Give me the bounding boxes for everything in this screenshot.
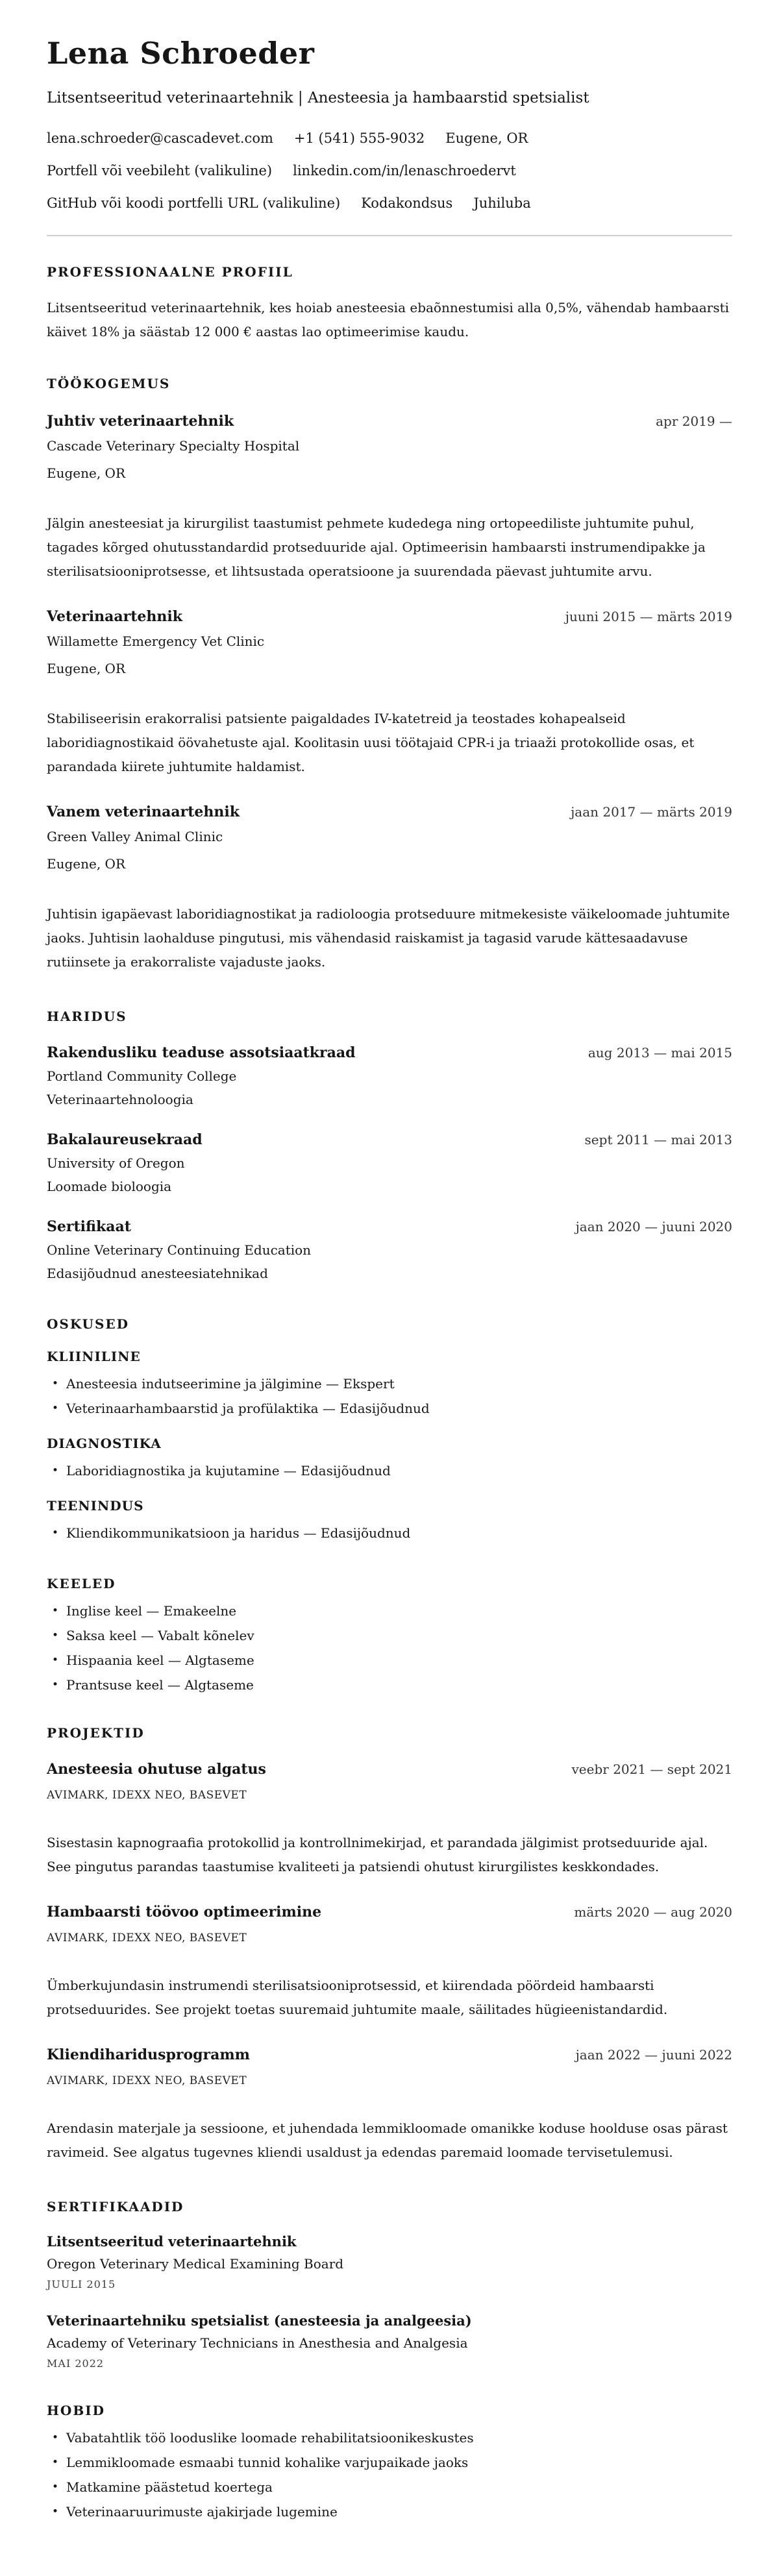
job-dates: apr 2019 — xyxy=(656,413,732,429)
contact-phone: +1 (541) 555-9032 xyxy=(293,130,425,146)
language-item: • Hispaania keel — Algtaseme xyxy=(66,1652,732,1669)
hobbies-list xyxy=(47,2429,732,2520)
job-location: Eugene, OR xyxy=(47,856,126,872)
job-company: Cascade Veterinary Specialty Hospital xyxy=(47,438,300,454)
education-entry xyxy=(47,1043,732,1108)
hobby-item: • Vabatahtlik töö looduslike loomade rehabilitatsioonikeskustes xyxy=(66,2429,732,2446)
project-description: Ümberkujundasin instrumendi sterilisatsiooniprotsessid, et kiirendada pöördeid hambaarsti protseduurides. See projekt toetas suuremaid juhtumite maale, säilitades hügieenistandardid. xyxy=(47,1978,668,2017)
portfolio-label: Portfell või veebileht (valikuline) xyxy=(47,163,273,178)
language-item: • Saksa keel — Vabalt kõnelev xyxy=(66,1627,732,1644)
education-dates: jaan 2020 — juuni 2020 xyxy=(575,1219,732,1234)
school-name: University of Oregon xyxy=(47,1155,185,1171)
school-name: Online Veterinary Continuing Education xyxy=(47,1242,312,1258)
profile-summary: Litsentseeritud veterinaartehnik, kes hoiab anesteesia ebaõnnestumisi alla 0,5%, vähendab hambaarsti käivet 18% ja säästab 12 000 € aastas lao optimeerimise kaudu. xyxy=(47,300,730,339)
job-company: Green Valley Animal Clinic xyxy=(47,829,223,844)
field-of-study: Edasijõudnud anesteesiatehnikad xyxy=(47,1266,268,1281)
project-dates: jaan 2022 — juuni 2022 xyxy=(575,2047,732,2063)
contact-row-primary xyxy=(47,130,732,147)
job-dates: juuni 2015 — märts 2019 xyxy=(565,609,732,624)
degree-title: Bakalaureusekraad xyxy=(47,1131,203,1148)
contact-location: Eugene, OR xyxy=(445,130,528,146)
skills-group xyxy=(47,1435,732,1479)
project-dates: märts 2020 — aug 2020 xyxy=(574,1904,732,1920)
project-title: Hambaarsti töövoo optimeerimine xyxy=(47,1904,322,1920)
linkedin-url: linkedin.com/in/lenaschroedervt xyxy=(293,163,516,178)
job-entry xyxy=(47,607,732,779)
certification-name: Litsentseeritud veterinaartehnik xyxy=(47,2233,297,2250)
skills-group-title: DIAGNOSTIKA xyxy=(47,1436,162,1451)
languages-list xyxy=(47,1602,732,1693)
job-description: Jälgin anesteesiat ja kirurgilist taastumist pehmete kudedega ning ortopeediliste juhtumite puhul, tagades kõrged ohutusstandardid protseduuride ajal. Optimeerisin hambaarsti instrumendipakke ja sterilisatsiooniprotsesse, et lihtsustada operatsioone ja suurendada päevast juhtumite arvu. xyxy=(47,515,706,579)
project-tools: AVIMARK, IDEXX NEO, BASEVET xyxy=(47,2074,247,2087)
project-dates: veebr 2021 — sept 2021 xyxy=(571,1761,732,1777)
header-divider xyxy=(47,235,732,236)
section-heading-education: HARIDUS xyxy=(47,1009,127,1024)
hobby-item: • Veterinaaruurimuste ajakirjade lugemine xyxy=(66,2503,732,2520)
job-location: Eugene, OR xyxy=(47,465,126,481)
skill-item: • Kliendikommunikatsioon ja haridus — Edasijõudnud xyxy=(66,1525,732,1541)
contact-row-misc xyxy=(47,195,732,212)
certification-entry xyxy=(47,2232,732,2292)
certification-date: MAI 2022 xyxy=(47,2357,105,2370)
school-name: Portland Community College xyxy=(47,1068,237,1084)
education-entry xyxy=(47,1217,732,1282)
project-description: Sisestasin kapnograafia protokollid ja kontrollnimekirjad, et parandada jälgimist protseduuride ajal. See pingutus parandas taastumise kvaliteeti ja patsiendi ohutust kirurgilistes keskkondades. xyxy=(47,1835,708,1874)
education-dates: aug 2013 — mai 2015 xyxy=(587,1045,732,1061)
certification-entry xyxy=(47,2311,732,2371)
field-of-study: Veterinaartehnoloogia xyxy=(47,1092,193,1107)
section-heading-experience: TÖÖKOGEMUS xyxy=(47,376,171,391)
certification-issuer: Academy of Veterinary Technicians in Anesthesia and Analgesia xyxy=(47,2335,468,2351)
skills-group-title: TEENINDUS xyxy=(47,1498,144,1514)
citizenship-label: Kodakondsus xyxy=(361,195,453,211)
project-tools: AVIMARK, IDEXX NEO, BASEVET xyxy=(47,1789,247,1802)
job-location: Eugene, OR xyxy=(47,661,126,676)
education-dates: sept 2011 — mai 2013 xyxy=(584,1132,732,1147)
github-label: GitHub või koodi portfelli URL (valikuline) xyxy=(47,195,341,211)
job-title: Vanem veterinaartehnik xyxy=(47,803,240,820)
job-entry xyxy=(47,411,732,583)
hobby-item: • Lemmikloomade esmaabi tunnid kohalike varjupaikade jaoks xyxy=(66,2454,732,2471)
language-item: • Inglise keel — Emakeelne xyxy=(66,1602,732,1619)
section-heading-profile: PROFESSIONAALNE PROFIIL xyxy=(47,264,293,280)
job-title: Juhtiv veterinaartehnik xyxy=(47,413,234,430)
skill-item: • Veterinaarhambaarstid ja profülaktika — Edasijõudnud xyxy=(66,1400,732,1417)
certification-date: JUULI 2015 xyxy=(47,2278,116,2290)
section-heading-languages: KEELED xyxy=(47,1576,116,1591)
drivers-license-label: Juhiluba xyxy=(473,195,531,211)
person-name: Lena Schroeder xyxy=(47,36,315,71)
certification-issuer: Oregon Veterinary Medical Examining Board xyxy=(47,2256,344,2272)
project-entry xyxy=(47,1760,732,1879)
hobby-item: • Matkamine päästetud koertega xyxy=(66,2479,732,2496)
contact-row-links xyxy=(47,162,732,179)
project-description: Arendasin materjale ja sessioone, et juhendada lemmikloomade omanikke koduse hoolduse osas pärast ravimeid. See algatus tugevnes kliendi usaldust ja edendas paremaid loomade tervisetulemusi. xyxy=(47,2120,728,2160)
job-entry xyxy=(47,802,732,974)
skills-group-title: KLIINILINE xyxy=(47,1349,141,1364)
project-title: Kliendiharidusprogramm xyxy=(47,2046,250,2063)
degree-title: Sertifikaat xyxy=(47,1218,131,1235)
education-entry xyxy=(47,1130,732,1195)
contact-email: lena.schroeder@cascadevet.com xyxy=(47,130,273,146)
section-heading-certifications: SERTIFIKAADID xyxy=(47,2199,184,2214)
section-heading-projects: PROJEKTID xyxy=(47,1725,145,1741)
degree-title: Rakendusliku teaduse assotsiaatkraad xyxy=(47,1044,356,1061)
skills-group xyxy=(47,1348,732,1417)
skill-item: • Anesteesia indutseerimine ja jälgimine — Ekspert xyxy=(66,1375,732,1392)
job-company: Willamette Emergency Vet Clinic xyxy=(47,633,265,649)
person-tagline: Litsentseeritud veterinaartehnik | Anesteesia ja hambaarstid spetsialist xyxy=(47,90,589,106)
skill-item: • Laboridiagnostika ja kujutamine — Edasijõudnud xyxy=(66,1462,732,1479)
language-item: • Prantsuse keel — Algtaseme xyxy=(66,1676,732,1693)
section-heading-skills: OSKUSED xyxy=(47,1316,130,1332)
field-of-study: Loomade bioloogia xyxy=(47,1179,172,1194)
project-title: Anesteesia ohutuse algatus xyxy=(47,1761,266,1778)
job-description: Juhtisin igapäevast laboridiagnostikat ja radioloogia protseduure mitmekesiste väikeloomade juhtumite jaoks. Juhtisin laohalduse pingutusi, mis vähendasid raiskamist ja tagasid varude kättesaadavuse rutiinsete ja erakorraliste vajaduste jaoks. xyxy=(47,906,730,970)
certification-name: Veterinaartehniku spetsialist (anesteesia ja analgeesia) xyxy=(47,2312,472,2329)
project-entry xyxy=(47,1902,732,2022)
job-description: Stabiliseerisin erakorralisi patsiente paigaldades IV-katetreid ja teostades kohapealseid laboridiagnostikaid öövahetuste ajal. Koolitasin uusi töötajaid CPR-i ja triaaži protokollide osas, et parandada kiirete juhtumite haldamist. xyxy=(47,711,695,774)
job-dates: jaan 2017 — märts 2019 xyxy=(571,804,732,820)
project-tools: AVIMARK, IDEXX NEO, BASEVET xyxy=(47,1932,247,1944)
section-heading-hobbies: HOBID xyxy=(47,2403,105,2418)
job-title: Veterinaartehnik xyxy=(47,608,182,625)
skills-group xyxy=(47,1497,732,1541)
project-entry xyxy=(47,2045,732,2165)
